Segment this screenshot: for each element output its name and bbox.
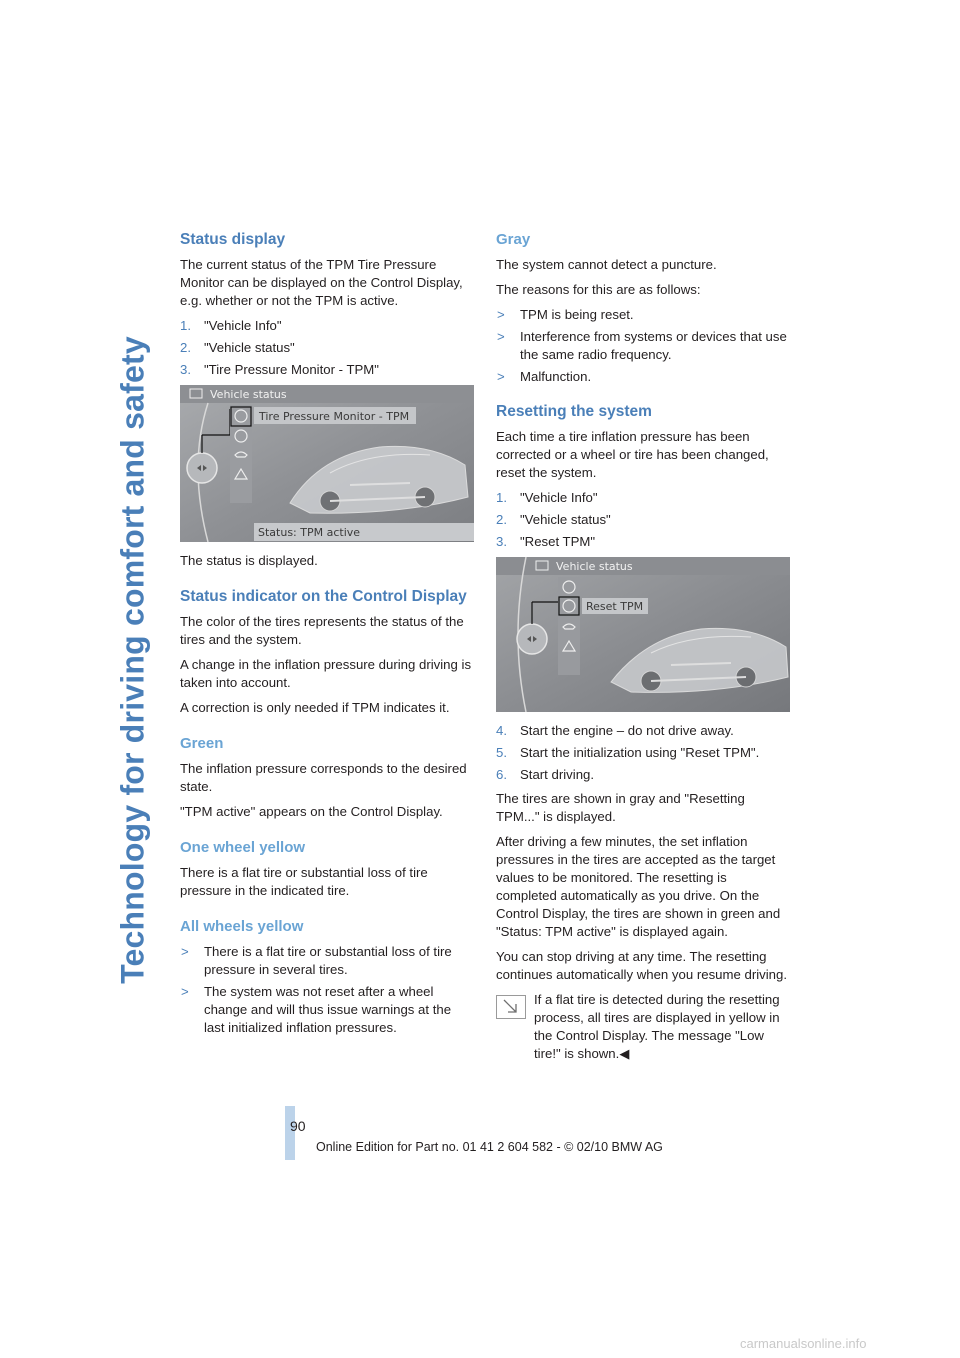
list-item: 1. "Vehicle Info" — [496, 490, 598, 505]
green-paragraph: The inflation pressure corresponds to the desired state. — [180, 761, 467, 794]
status-displayed-text: The status is displayed. — [180, 553, 318, 568]
screen-menu-item-text: Tire Pressure Monitor - TPM — [259, 410, 410, 423]
note-block — [496, 991, 790, 1063]
list-item: 2. "Vehicle status" — [496, 512, 611, 527]
controller-knob-icon — [187, 453, 217, 483]
chapter-title-text: Technology for driving comfort and safety — [114, 336, 151, 984]
chapter-side-title — [98, 230, 168, 1090]
screen-header-text: Vehicle status — [556, 560, 633, 573]
gray-paragraph: The reasons for this are as follows: — [496, 282, 701, 297]
indicator-paragraph: The color of the tires represents the status of the tires and the system. — [180, 614, 464, 647]
heading-one-wheel-yellow: One wheel yellow — [180, 839, 306, 856]
indicator-paragraph: A correction is only needed if TPM indicates it. — [180, 700, 450, 715]
footer-edition-text: Online Edition for Part no. 01 41 2 604 582 - © 02/10 BMW AG — [316, 1140, 663, 1154]
reset-tpm-screenshot — [496, 557, 790, 712]
list-item: > The system was not reset after a wheel change and will thus issue warnings at the last initialized inflation pressures. — [181, 984, 452, 1035]
list-item: 3. "Reset TPM" — [496, 534, 596, 549]
tpm-status-screenshot — [180, 385, 474, 542]
heading-status-display: Status display — [180, 231, 286, 248]
green-paragraph: "TPM active" appears on the Control Display. — [180, 804, 443, 819]
note-arrow-icon — [496, 995, 526, 1019]
heading-all-wheels-yellow: All wheels yellow — [180, 918, 304, 935]
list-item: 6. Start driving. — [496, 767, 595, 782]
list-item: 4. Start the engine – do not drive away. — [496, 723, 734, 738]
watermark: carmanualsonline.info — [740, 1336, 867, 1351]
one-wheel-paragraph: There is a flat tire or substantial loss of tire pressure in the indicated tire. — [180, 865, 428, 898]
reset-intro: Each time a tire inflation pressure has been corrected or a wheel or tire has been changed, reset the system. — [496, 429, 769, 480]
list-item: 3. "Tire Pressure Monitor - TPM" — [180, 362, 379, 377]
heading-green: Green — [180, 735, 224, 752]
list-item: 5. Start the initialization using "Reset TPM". — [496, 745, 760, 760]
heading-status-indicator: Status indicator on the Control Display — [180, 588, 467, 605]
screen-header-text: Vehicle status — [210, 388, 287, 401]
gray-bullets — [496, 306, 790, 386]
reset-paragraph: After driving a few minutes, the set inflation pressures in the tires are accepted as the target values to be monitored. The resetting is completed automatically as you drive. On the Control Display, the tires are shown in green and "Status: TPM active" is displayed again. — [496, 834, 781, 939]
end-mark-icon: ◀ — [619, 1046, 630, 1061]
indicator-paragraph: A change in the inflation pressure during driving is taken into account. — [180, 657, 472, 690]
left-column — [180, 230, 474, 1043]
list-item: > TPM is being reset. — [497, 307, 634, 322]
heading-gray: Gray — [496, 231, 531, 248]
status-display-intro: The current status of the TPM Tire Pressure Monitor can be displayed on the Control Display, e.g. whether or not the TPM is active. — [180, 257, 463, 308]
reset-paragraph: You can stop driving at any time. The resetting continues automatically when you resume driving. — [496, 949, 788, 982]
gray-paragraph: The system cannot detect a puncture. — [496, 257, 717, 272]
right-column — [496, 230, 790, 1070]
list-item: 1. "Vehicle Info" — [180, 318, 282, 333]
reset-steps-continued — [496, 722, 790, 784]
note-text: If a flat tire is detected during the resetting process, all tires are displayed in yellow in the Control Display. The message "Low tire!" is shown.◀ — [534, 992, 780, 1061]
list-item: > Interference from systems or devices that use the same radio frequency. — [497, 329, 787, 362]
reset-paragraph: The tires are shown in gray and "Resetting TPM..." is displayed. — [496, 791, 745, 824]
page-number: 90 — [290, 1118, 306, 1134]
heading-resetting-system: Resetting the system — [496, 403, 652, 420]
list-item: > Malfunction. — [497, 369, 592, 384]
list-item: 2. "Vehicle status" — [180, 340, 295, 355]
list-item: > There is a flat tire or substantial loss of tire pressure in several tires. — [181, 944, 452, 977]
reset-steps — [496, 489, 790, 551]
screen-menu-item-text: Reset TPM — [586, 600, 644, 613]
all-wheels-bullets — [180, 943, 474, 1037]
status-display-steps — [180, 317, 474, 379]
screen-status-text: Status: TPM active — [258, 526, 361, 539]
controller-knob-icon — [517, 624, 547, 654]
